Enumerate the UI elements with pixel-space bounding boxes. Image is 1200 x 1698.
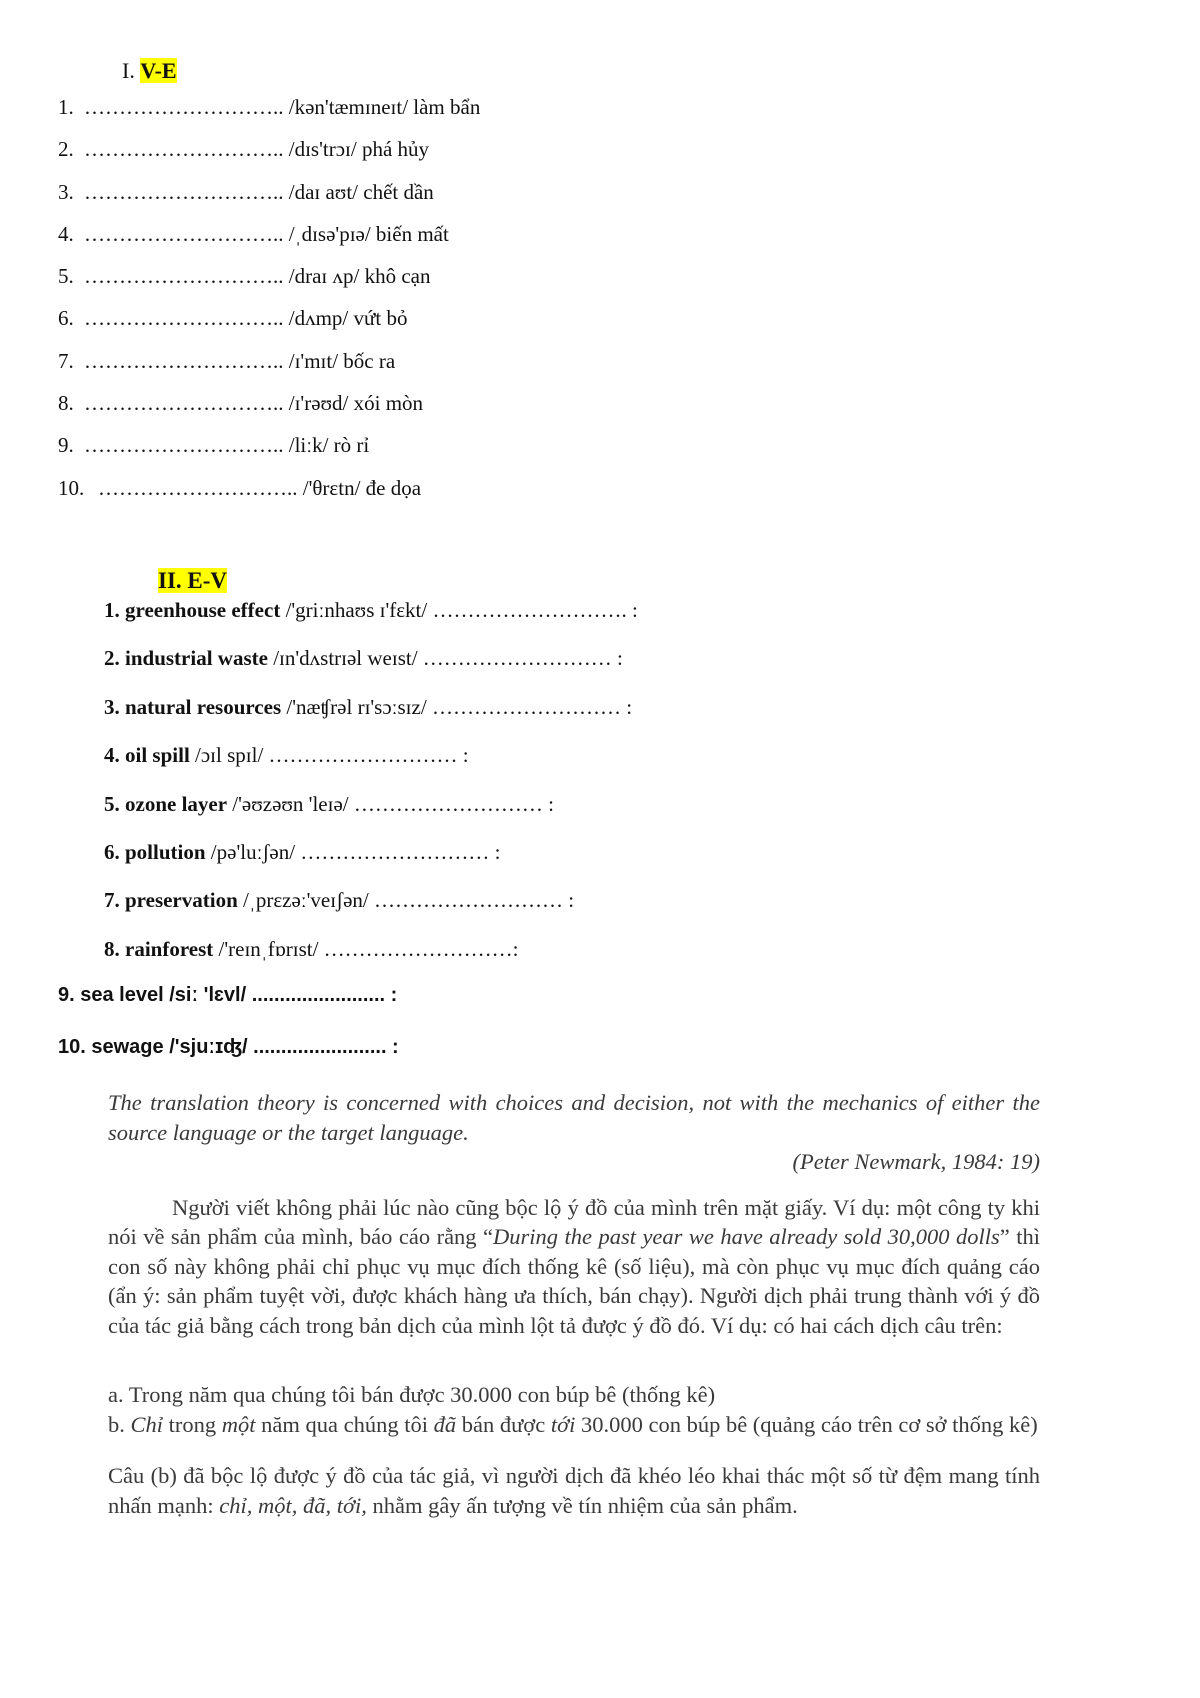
epigraph-citation: (Peter Newmark, 1984: 19) [792, 1149, 1040, 1174]
translation-option-a: a. Trong năm qua chúng tôi bán được 30.000 con búp bê (thống kê) [108, 1382, 716, 1407]
epigraph-quote: The translation theory is concerned with choices and decision, not with the mechanics of either the source language or the target language. [108, 1090, 1040, 1145]
item-definition: /liːk/ rò rỉ [288, 433, 370, 458]
blank-dots: ……………………….. [84, 179, 289, 204]
item-definition: /draɪ ʌp/ khô cạn [288, 264, 431, 289]
section-1-title: V-E [140, 58, 177, 83]
emphasis-word: đã [433, 1411, 457, 1437]
blank-dots: ………………………. : [432, 598, 638, 622]
blank-dots: ……………………….. [84, 221, 289, 246]
item-term: pollution [125, 839, 206, 864]
item-term: industrial waste [125, 646, 268, 671]
item-ipa: /'sjuːɪʤ/ [169, 1036, 254, 1058]
ve-list [58, 95, 758, 518]
item-definition: /ɪ'rəʊd/ xói mòn [288, 391, 424, 416]
blank-dots: ……………………….. [84, 137, 289, 162]
emphasis-words: chỉ, một, đã, tới, [219, 1492, 367, 1518]
item-ipa: /'əʊzəʊn 'leɪə/ [227, 791, 354, 816]
item-number: 2. [104, 646, 120, 671]
item-definition: /ˌdɪsə'pɪə/ biến mất [288, 221, 449, 246]
item-term: oil spill [125, 743, 190, 768]
item-term: sewage [91, 1036, 164, 1058]
list-item [104, 888, 1004, 936]
paragraph-text: nhằm gây ấn tượng về tín nhiệm của sản phẩm. [366, 1492, 798, 1518]
ev-list [104, 598, 1004, 985]
item-ipa: /siː 'lɛvl/ [163, 984, 252, 1006]
section-2-title: II. E-V [158, 568, 228, 593]
list-item [58, 391, 758, 433]
option-prefix: b. [108, 1411, 131, 1437]
option-text: trong [163, 1411, 222, 1437]
item-ipa: /'griːnhaʊs ɪ'fɛkt/ [280, 598, 433, 622]
blank-dots: ……………………… : [431, 694, 633, 719]
list-item [58, 476, 758, 518]
paragraph-text: Câu (b) đã bộc lộ được ý đồ của tác giả, vì người dịch đã khéo léo khai thác một số từ đệm mang tính nhấn mạnh: [108, 1463, 1040, 1518]
item-number: 9. [58, 433, 74, 458]
emphasis-word: một [221, 1411, 256, 1437]
list-item [58, 180, 758, 222]
blank-dots: ……………………… : [353, 791, 554, 816]
emphasis-word: tới [550, 1411, 576, 1437]
item-ipa: /'reɪnˌfɒrɪst/ [213, 936, 324, 961]
paragraph-text: ” thì con số này không phải chỉ phục vụ mục đích thống kê (số liệu), mà còn phục vụ mục đích quảng cáo (ẩn ý: sản phẩm tuyệt vời, được khách hàng ưa thích, bán chạy). Người dịch phải trung thành với ý đồ của tác giả bằng cách trong bản dịch của mình lột tả được ý đồ đó. Ví dụ: có hai cách dịch câu trên: [108, 1224, 1040, 1338]
blank-dots: ……………………….. [84, 306, 289, 331]
blank-dots: ……………………….. [84, 264, 289, 289]
blank-dots: ……………………… : [373, 888, 575, 913]
option-text: năm qua chúng tôi [255, 1411, 434, 1437]
blank-dots: ……………………….. [84, 391, 289, 416]
item-number: 9. [58, 984, 75, 1006]
item-number: 5. [58, 264, 74, 289]
item-term: natural resources [125, 694, 282, 719]
item-number: 5. [104, 791, 120, 816]
translation-option-b [108, 1410, 1040, 1440]
item-number: 4. [104, 743, 120, 768]
item-term: sea level [80, 984, 164, 1006]
list-item [104, 598, 1004, 646]
item-number: 3. [104, 694, 120, 719]
item-number: 7. [58, 348, 74, 373]
section-1-prefix: I. [122, 58, 141, 83]
option-text: bán được [456, 1411, 551, 1437]
blank-dots: ……………………….. [84, 95, 289, 119]
item-number: 6. [104, 839, 120, 864]
blank-dots: ........................ : [251, 984, 398, 1006]
blank-dots: ……………………… : [300, 839, 501, 864]
item-number: 1. [58, 95, 74, 119]
list-item [104, 840, 1004, 888]
item-number: 3. [58, 179, 74, 204]
item-ipa: /ɔɪl spɪl/ [189, 743, 269, 768]
quoted-sentence: During the past year we have already sold 30,000 dolls [493, 1224, 1000, 1249]
item-definition: /daɪ aʊt/ chết dần [288, 179, 434, 204]
list-item [58, 222, 758, 264]
item-number: 7. [104, 888, 120, 913]
item-ipa: /ɪn'dʌstrɪəl weɪst/ [267, 646, 423, 671]
list-item [58, 349, 758, 391]
item-definition: /dɪs'trɔɪ/ phá hủy [288, 137, 430, 162]
list-item [104, 937, 1004, 985]
blank-dots: ........................ : [253, 1036, 399, 1058]
blank-dots: ……………………… : [268, 743, 469, 768]
item-number: 2. [58, 137, 74, 162]
item-number: 6. [58, 306, 74, 331]
item-ipa: /'næʧrəl rɪ'sɔːsɪz/ [281, 694, 432, 719]
item-definition: /ɪ'mɪt/ bốc ra [288, 348, 396, 373]
item-ipa: /ˌprɛzəː'veɪʃən/ [237, 888, 374, 913]
item-definition: /'θrɛtn/ đe dọa [302, 475, 422, 500]
list-item [104, 792, 1004, 840]
item-definition: /kən'tæmɪneɪt/ làm bẩn [288, 95, 481, 119]
list-item [58, 95, 758, 137]
section-2-heading [158, 568, 227, 594]
body-paragraph [108, 1193, 1040, 1341]
list-item [58, 306, 758, 348]
item-term: preservation [125, 888, 238, 913]
list-item [104, 646, 1004, 694]
paragraph-text: Người viết không phải lúc nào cũng bộc lộ ý đồ của mình trên mặt giấy. Ví dụ: một công ty khi nói về sản phẩm của mình, báo cáo rằng “ [108, 1194, 1040, 1249]
blank-dots: ………………………: [323, 936, 519, 961]
item-ipa: /pə'luːʃən/ [205, 839, 301, 864]
list-item [58, 984, 958, 1007]
list-item [104, 695, 1004, 743]
item-number: 1. [104, 598, 120, 622]
item-term: rainforest [125, 936, 214, 961]
blank-dots: ……………………… : [422, 646, 623, 671]
book-excerpt [108, 1088, 1040, 1520]
item-number: 10. [58, 1036, 86, 1058]
list-item [58, 433, 758, 475]
blank-dots: ……………………….. [84, 348, 289, 373]
list-item [104, 743, 1004, 791]
list-item [58, 1036, 958, 1059]
item-number: 10. [58, 475, 85, 500]
item-number: 8. [58, 391, 74, 416]
item-number: 4. [58, 221, 74, 246]
blank-dots: ……………………….. [84, 433, 289, 458]
item-term: greenhouse effect [125, 598, 281, 622]
item-number: 8. [104, 936, 120, 961]
list-item [58, 264, 758, 306]
conclusion-paragraph [108, 1461, 1040, 1520]
section-1-heading [122, 58, 177, 84]
item-definition: /dʌmp/ vứt bỏ [288, 306, 408, 331]
blank-dots: ……………………….. [98, 475, 303, 500]
option-text: 30.000 con búp bê (quảng cáo trên cơ sở thống kê) [575, 1411, 1038, 1437]
emphasis-word: Chỉ [130, 1411, 164, 1437]
item-term: ozone layer [125, 791, 228, 816]
list-item [58, 137, 758, 179]
